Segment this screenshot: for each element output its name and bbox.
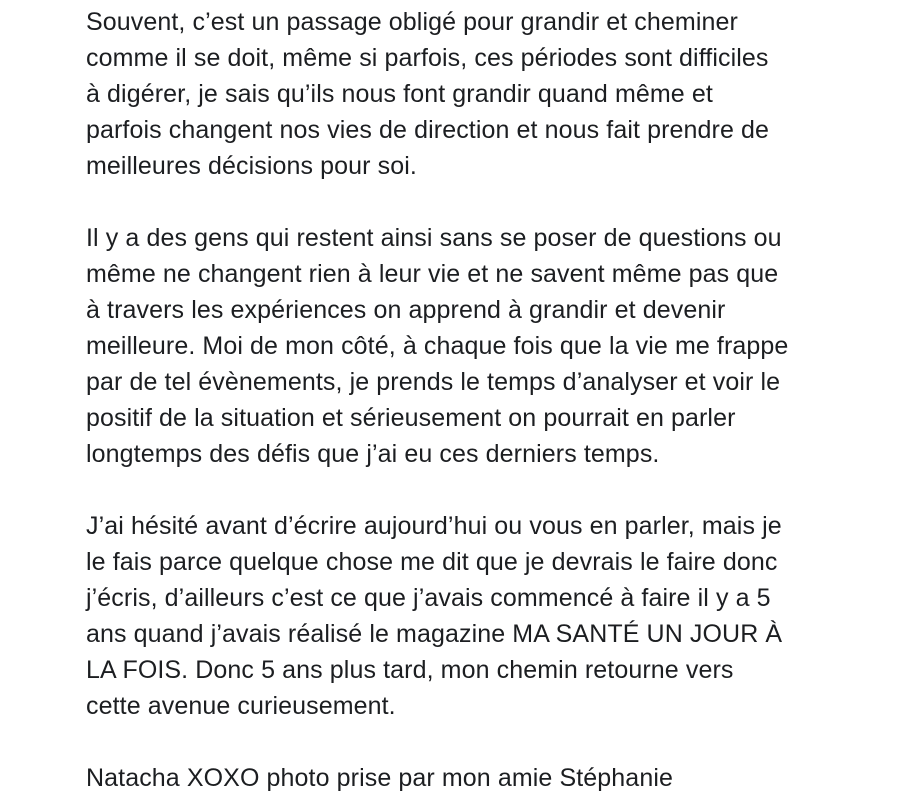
post-paragraph-1 <box>86 4 898 184</box>
paragraph-line: parfois changent nos vies de direction et nous fait prendre de <box>86 116 770 144</box>
paragraph-line: Souvent, c’est un passage obligé pour grandir et cheminer <box>86 8 738 36</box>
paragraph-line: longtemps des défis que j’ai eu ces derniers temps. <box>86 440 660 468</box>
post-signature <box>86 760 898 796</box>
paragraph-line: par de tel évènements, je prends le temps d’analyser et voir le <box>86 368 781 396</box>
paragraph-line: positif de la situation et sérieusement on pourrait en parler <box>86 404 736 432</box>
paragraph-line: cette avenue curieusement. <box>86 692 396 720</box>
paragraph-line: même ne changent rien à leur vie et ne savent même pas que <box>86 260 779 288</box>
paragraph-line: à digérer, je sais qu’ils nous font grandir quand même et <box>86 80 713 108</box>
paragraph-line: j’écris, d’ailleurs c’est ce que j’avais commencé à faire il y a 5 <box>86 584 771 612</box>
post-paragraph-2 <box>86 220 898 472</box>
paragraph-line: le fais parce quelque chose me dit que je devrais le faire donc <box>86 548 778 576</box>
paragraph-line: comme il se doit, même si parfois, ces périodes sont difficiles <box>86 44 769 72</box>
paragraph-spacer <box>86 184 898 220</box>
paragraph-line: J’ai hésité avant d’écrire aujourd’hui ou vous en parler, mais je <box>86 512 782 540</box>
paragraph-line: meilleure. Moi de mon côté, à chaque fois que la vie me frappe <box>86 332 789 360</box>
paragraph-line: ans quand j’avais réalisé le magazine MA SANTÉ UN JOUR À <box>86 620 783 648</box>
paragraph-line: Il y a des gens qui restent ainsi sans se poser de questions ou <box>86 224 782 252</box>
paragraph-line: meilleures décisions pour soi. <box>86 152 417 180</box>
post-body <box>86 4 898 796</box>
post-paragraph-3 <box>86 508 898 724</box>
paragraph-spacer <box>86 472 898 508</box>
signature-line: Natacha XOXO photo prise par mon amie Stéphanie <box>86 764 673 792</box>
paragraph-spacer <box>86 724 898 760</box>
paragraph-line: LA FOIS. Donc 5 ans plus tard, mon chemin retourne vers <box>86 656 734 684</box>
paragraph-line: à travers les expériences on apprend à grandir et devenir <box>86 296 726 324</box>
